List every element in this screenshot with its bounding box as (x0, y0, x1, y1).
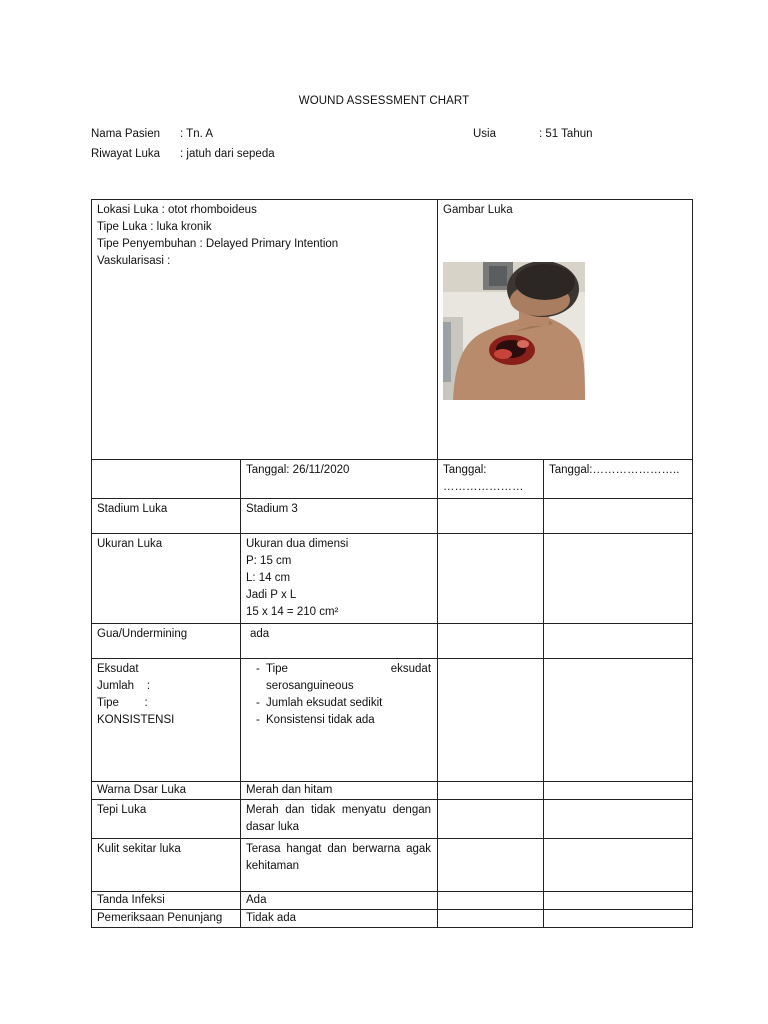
wound-photo-cell (438, 200, 693, 460)
edge-row (92, 800, 693, 839)
undermining-row (92, 624, 693, 659)
exudate-row (92, 659, 693, 782)
infection-row (92, 892, 693, 910)
size-line: P: 15 cm (246, 555, 292, 567)
size-line: 15 x 14 = 210 cm² (246, 606, 339, 618)
infection-value: Ada (241, 892, 438, 910)
undermining-value: ada (241, 624, 438, 659)
exudate-item-text: serosanguineous (266, 680, 354, 692)
empty-cell (438, 839, 544, 892)
patient-age-label: Usia (473, 128, 497, 140)
patient-name-row (91, 128, 213, 140)
empty-cell (438, 800, 544, 839)
wound-info-cell (92, 200, 438, 460)
base-color-label: Warna Dsar Luka (92, 782, 241, 800)
exudate-item-text: eksudat (390, 663, 432, 675)
healing-type: Tipe Penyembuhan : Delayed Primary Intention (97, 238, 339, 250)
wound-info-row (92, 200, 693, 460)
empty-cell (544, 499, 693, 534)
size-line: Jadi P x L (246, 589, 297, 601)
date-3: Tanggal:………………….. (544, 460, 693, 499)
date-1: Tanggal: 26/11/2020 (241, 460, 438, 499)
date-row (92, 460, 693, 499)
wound-history-value: : jatuh dari sepeda (180, 148, 275, 160)
empty-cell (438, 782, 544, 800)
empty-cell (544, 892, 693, 910)
size-label: Ukuran Luka (92, 534, 241, 624)
wound-history-row (91, 148, 275, 160)
empty-cell (544, 782, 693, 800)
base-color-value: Merah dan hitam (241, 782, 438, 800)
exudate-label: Eksudat (97, 663, 139, 675)
supporting-exam-label: Pemeriksaan Penunjang (92, 910, 241, 928)
patient-name-label: Nama Pasien (91, 128, 161, 140)
empty-cell (438, 499, 544, 534)
wound-history-label: Riwayat Luka (91, 148, 161, 160)
vascularization: Vaskularisasi : (97, 255, 171, 267)
exudate-amount-label: Jumlah : (97, 680, 151, 692)
surrounding-skin-label: Kulit sekitar luka (92, 839, 241, 892)
date-empty-cell (92, 460, 241, 499)
patient-age-value: : 51 Tahun (539, 128, 593, 140)
exudate-item-text: - Tipe (266, 663, 288, 675)
empty-cell (544, 624, 693, 659)
undermining-label: Gua/Undermining (92, 624, 241, 659)
date-2-label: Tanggal: (443, 464, 487, 476)
exudate-item: - Jumlah eksudat sedikit (246, 695, 431, 712)
size-line: L: 14 cm (246, 572, 291, 584)
exudate-item-line (266, 661, 431, 678)
size-line: Ukuran dua dimensi (246, 538, 349, 550)
exudate-value-cell (241, 659, 438, 782)
wound-photo-image (443, 262, 585, 400)
size-row (92, 534, 693, 624)
document-title: WOUND ASSESSMENT CHART (298, 95, 470, 107)
surrounding-skin-row (92, 839, 693, 892)
empty-cell (544, 659, 693, 782)
empty-cell (438, 892, 544, 910)
empty-cell (544, 800, 693, 839)
wound-assessment-table (91, 199, 693, 928)
patient-age-row (473, 128, 593, 140)
empty-cell (438, 910, 544, 928)
supporting-exam-value: Tidak ada (241, 910, 438, 928)
empty-cell (438, 624, 544, 659)
exudate-item (246, 661, 431, 695)
exudate-item: - Konsistensi tidak ada (246, 712, 431, 729)
stadium-label: Stadium Luka (92, 499, 241, 534)
edge-value: Merah dan tidak menyatu dengan dasar luka (241, 800, 438, 839)
empty-cell (438, 659, 544, 782)
wound-photo (443, 262, 585, 400)
exudate-list (246, 661, 431, 729)
stadium-row (92, 499, 693, 534)
empty-cell (544, 534, 693, 624)
empty-cell (544, 839, 693, 892)
surrounding-skin-value: Terasa hangat dan berwarna agak kehitaman (241, 839, 438, 892)
exudate-type-label: Tipe : (97, 697, 148, 709)
wound-location: Lokasi Luka : otot rhomboideus (97, 204, 257, 216)
supporting-exam-row (92, 910, 693, 928)
size-value-cell (241, 534, 438, 624)
exudate-consistency-label: KONSISTENSI (97, 714, 175, 726)
wound-type: Tipe Luka : luka kronik (97, 221, 212, 233)
edge-label: Tepi Luka (92, 800, 241, 839)
empty-cell (544, 910, 693, 928)
infection-label: Tanda Infeksi (92, 892, 241, 910)
stadium-value: Stadium 3 (241, 499, 438, 534)
exudate-label-cell (92, 659, 241, 782)
empty-cell (438, 534, 544, 624)
date-2-dots: ………………… (443, 481, 524, 493)
base-color-row (92, 782, 693, 800)
wound-photo-label: Gambar Luka (443, 204, 513, 216)
patient-name-value: : Tn. A (180, 128, 214, 140)
date-2-cell (438, 460, 544, 499)
